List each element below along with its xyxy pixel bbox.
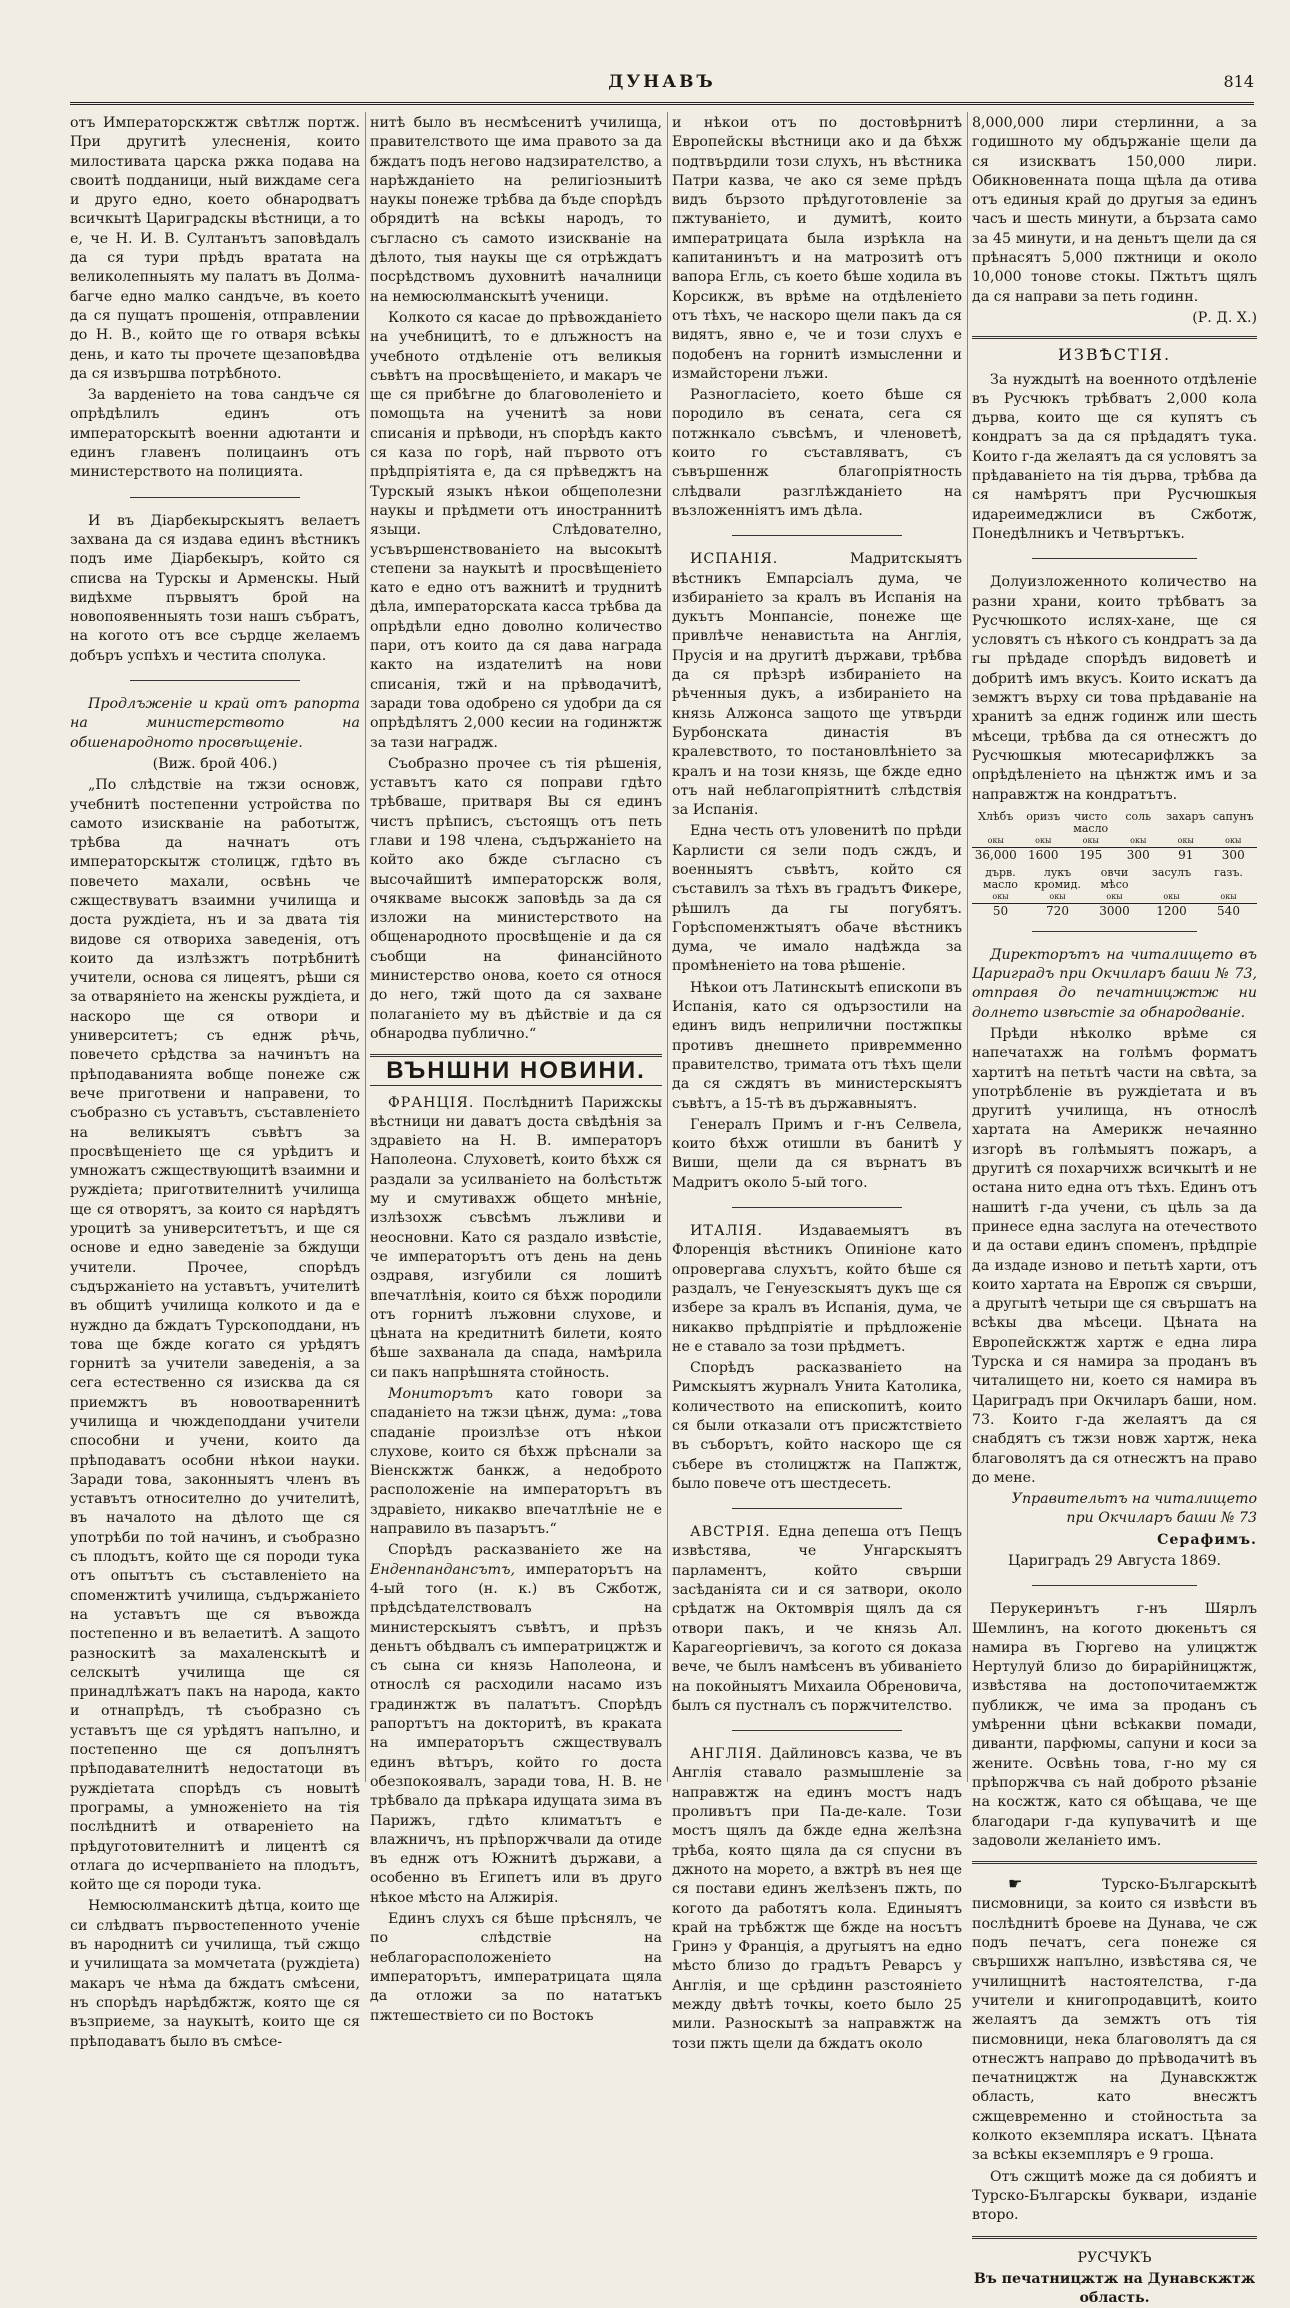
price-value: 50 <box>972 903 1029 917</box>
price-value: 540 <box>1200 903 1257 917</box>
divider <box>972 1861 1257 1864</box>
price-unit: окы <box>1082 835 1099 845</box>
column-divider <box>365 112 366 1782</box>
notice-text: За нуждытѣ на военното отдѣленіе въ Русчюкъ трѣбватъ 2,000 кола дърва, които ще ся купятъ съ кондратъ за да ся прѣдадятъ тука. Които г-да желаятъ да ся условятъ за прѣдаваніето на тія дърва, трѣбва да ся намѣрятъ при Русчюшкыя идареимеджлиси въ Сжботж, Понедѣлникъ и Четвъртъкъ. <box>972 371 1257 542</box>
article-text: Единъ слухъ ся бѣше прѣснялъ, че по слѣдствіе на неблагорасположеніето на императорътъ, императрицата щяла да отложи за по нататъкъ пжтешествіето си по Востокъ <box>370 1911 662 2024</box>
price-unit: окы <box>1225 835 1242 845</box>
article-text: Спорѣдъ расказваніето на Римскыятъ журналъ Унита Католика, количеството на епископитѣ, които ся были отказали отъ присжтствіето въ съборътъ, който наскоро ще ся събере въ столицжтж на Папжтж, было повече отъ шестдесеть. <box>672 1360 962 1492</box>
notices-title: ИЗВѢСТІЯ. <box>972 336 1257 364</box>
article-text: За варденіето на това сандъче ся опрѣдѣлилъ единъ отъ императорскытѣ военни адютанти и единъ главенъ полицаинъ отъ министерството на полицията. <box>70 387 360 481</box>
price-label: овчи мѣсо <box>1100 865 1129 891</box>
divider <box>732 535 902 536</box>
article-text: „По слѣдствіе на тжзи основж, учебнитѣ постепенни устройства по самото изискваніе на работытж, трѣбва да начнатъ отъ императорскытж столицж, гдѣто въ повечето махали, освѣнь че сжществуватъ взаимни училища и доста руждіета, нъ и за двата тія видове ся отвориха заведенія, отъ които да излѣзжтъ потрѣбнитѣ учители, основа ся лицеятъ, рѣши ся за отваряніето на женскы руждіета, и наскоро ще ся отвори и университетъ; съ еднж рѣчь, повечето срѣдства за начинътъ на прѣподаванията вобще понеже сж вече приготвени и направени, то съобразно съ уставътъ, съставленіето на великыятъ съвѣтъ за просвѣщеніето ще ся урѣдитъ и умножатъ сжществующитѣ взаимни и руждіета; приготвителнитѣ училища ще ся отворятъ, за които ся нарѣдятъ уроцитѣ за университетътъ, и ще ся основе и едно заведеніе за бждущи учители. Прочее, спорѣдъ съдържаніето на уставътъ, учителитѣ въ общитѣ училища колкото и да е нуждно да бждатъ Турскоподдани, нъ това ще бжде когато ся урѣдятъ горнитѣ за учители заведенія, а за сега естественно ся изисква да ся приемжтъ въ новоотвареннитѣ училища и чюждеподдани учители способни и учени, които да прѣподаватъ особни нѣкои науки. Заради това, законныятъ членъ въ уставътъ относително до учителитѣ, въ началото на дѣлото ще ся употрѣби по той начинъ, и съобразно съ плодътъ, който ще ся породи тука отъ опытътъ съ съставленіето на споменжтитѣ училища, съдържаніето на уставътъ ще ся въвожда постепенно и въ велаетитѣ. А защото разноскитѣ за махаленскытѣ и селскытѣ училища ще ся принадлѣжатъ пакъ на народа, както и отнапрѣдъ, тѣ съобразно съ уставътъ ще ся урѣдятъ напълно, и постепенно ще ся допълнятъ прѣподавателнитѣ недостатоци въ руждіетата спорѣдъ съ новытѣ програмы, а умноженіето на тія послѣднитѣ и отвареніето на прѣдуготовителнитѣ и лицентѣ ся отлага до исчерпваніето на плодътъ, който ще ся породи тука. <box>70 777 360 1894</box>
pointing-hand-icon: ☛ <box>1008 1874 1023 1894</box>
price-value: 720 <box>1029 903 1086 917</box>
column-divider <box>667 112 668 1782</box>
divider <box>130 497 300 498</box>
price-label: сапунъ <box>1212 809 1254 823</box>
price-label: засулъ <box>1151 865 1192 879</box>
price-label: газъ. <box>1214 865 1243 879</box>
article-spain: ИСПАНІЯ. Мадритскыятъ вѣстникъ Емпарсіалъ дума, че избираніето за кралъ въ Испанія на дукътъ Монпансіе, понеже ще привлѣче ненавистьта на Англія, Прусія и на другитѣ държави, трѣбва да ся прѣзрѣ избираніето на рѣченныя дукъ, а избираніето на князь Алжонса защото ще утвърди Бурбонската династія въ кралевството, то постановлѣніето за кралъ и на този князь, ще бжде едно отъ най неблагопріятнитѣ слѣдствія за Испанія. <box>672 551 962 819</box>
page-number: 814 <box>1223 72 1254 91</box>
price-value: 36,000 <box>972 847 1020 861</box>
price-value: 300 <box>1115 847 1163 861</box>
price-label: соль <box>1125 809 1152 823</box>
country-heading: ФРАНЦІЯ. <box>388 1094 475 1111</box>
article-text: Колкото ся касае до прѣвожданіето на учебницитѣ, то е длъжностъ на учебното отдѣленіе отъ великыя съвѣтъ на просвѣщеніето, и макаръ че ще ся прибѣгне до благоволеніето и помощьта на ученитѣ за нови списанія и прѣводи, нъ спорѣдъ както ся каза по горѣ, най първото отъ прѣдпріятіята е, да ся прѣведжтъ на Турскый языкъ нѣкои общеполезни наукы и прѣдмети отъ иностраннитѣ языци. Слѣдователно, усъвършенствованіето на высокытѣ степени за наукытѣ и просвѣщеніето като е едно отъ важнитѣ и труднитѣ дѣла, императорската касса трѣбва да опрѣдѣли едно доволно количество пари, отъ които да ся дава награда както на издателитѣ на нови списанія, тжй и на прѣводачитѣ, заради това одобрено ся удобри да ся опрѣдѣлятъ 2,000 кесии на годинжтж за тази наградж. <box>370 309 662 751</box>
divider <box>1032 931 1197 932</box>
price-value: 300 <box>1210 847 1258 861</box>
price-unit: окы <box>1106 891 1123 901</box>
price-label: лукъ кромид. <box>1034 865 1081 891</box>
price-unit: окы <box>1177 835 1194 845</box>
article-text: Немюсюлманскитѣ дѣтца, които ще си слѣдватъ първостепенното ученіе въ народнитѣ си училища, тъй сжщо и училищата за момчетата (руждіета) макаръ че нѣма да бждатъ смѣсени, нъ спорѣдъ нарѣдбжтж, която ще ся възприеме, за наукытѣ, които ще ся прѣподаватъ было въ смѣсе- <box>70 1898 360 2050</box>
issue-reference: (Виж. брой 406.) <box>152 755 278 772</box>
notice-text: Долуизложенното количество на разни храни, които трѣбватъ за Русчюшкото ислях-хане, ще ся условятъ съ нѣкого съ кондратъ за да гы прѣдаде спорѣдъ видоветѣ и добритѣ имъ вкусъ. Които искатъ да земжтъ върху си това прѣдаваніе на хранитѣ за еднж годинж или шесть мѣсеци, трѣбва да ся отнесжтъ до Русчюшкыя мютесарифлжкъ за опрѣдѣленіето на цѣнжтж имъ и за направжтж на кондратътъ. <box>972 574 1257 803</box>
article-text: 8,000,000 лири стерлинни, а за годишното му обдържаніе щели да ся изискватъ 150,000 лири. Обикновенната поща щѣла да отива отъ единыя край до другыя за единъ часъ и шесть минути, а бързата само за 45 минути, и на деньтъ щели да ся прѣнасятъ 5,000 пжтници и около 10,000 тонове стокы. Пжтьтъ щялъ да ся направи за петь годинн. <box>972 115 1257 305</box>
divider <box>972 2236 1257 2239</box>
price-unit: окы <box>1220 891 1237 901</box>
notice-text: Прѣди нѣколко врѣме ся напечатахж на голѣмъ форматъ хартитѣ на петьтѣ части на свѣта, за употрѣбленіе въ руждіетата и въ другитѣ училища, нъ относлѣ хартата на Америкж нечаянно изгорѣ въ голѣмыятъ пожаръ, а другитѣ ся похарчихж всичкытѣ и не остана нито една отъ тѣхъ. Единъ отъ нашитѣ г-да учени, съ цѣль за да принесе една заслуга на отечеството и да остави единъ споменъ, прѣдпріе да издаде изново и петьтѣ харти, отъ които хартата на Европж ся свърши, а другытѣ четыри ще ся свършатъ на всѣкы два мѣсеци. Цѣната на Европейскжтж хартж е една лира Турска и ся намира за проданъ въ читалището ни, което ся намира въ Цариградъ при Окчиларъ баши, ном. 73. Които г-да желаятъ да ся снабдятъ съ тжзи новж хартж, нека благоволятъ да ся отнесжтъ на право до мене. <box>972 1025 1257 1486</box>
column-divider <box>967 112 968 1782</box>
article-france: ФРАНЦІЯ. Послѣднитѣ Парижскы вѣстници ни даватъ доста свѣдѣнія за здравіето на Н. В. императоръ Наполеона. Слуховетѣ, които бѣхж ся раздали за усилваніето на болѣстьтж му и смутивахж общето мнѣніе, излѣзохж съвсѣмъ лъжливи и неосновни. Като ся раздало извѣстіе, че императорътъ отъ день на день оздравя, изгубили ся лошитѣ впечатлѣнія, които ся бѣхж породили отъ горнитѣ лъжовни слухове, и цѣната на кредитнитѣ билети, която бѣше захванала да спада, намѣрила си пакъ напрѣшнята стойность. <box>370 1094 663 1381</box>
price-label: дърв. масло <box>983 865 1018 891</box>
divider <box>732 1508 902 1509</box>
newspaper-title: ДУНАВЪ <box>608 72 716 92</box>
divider <box>130 680 300 681</box>
article-england: АНГЛІЯ. Дайлиновсъ казва, че въ Англія ставало размышленіе за направжтж на единъ мостъ надъ проливътъ при Па-де-кале. Този мостъ щялъ да бжде една желѣзна трѣба, която щяла да ся спусни въ джното на морето, а вжтрѣ въ нея ще ся постави единъ желѣзенъ пжть, по когото да работятъ кола. Единыятъ край на трѣбжтж ще бжде на носътъ Гринэ у Франція, а другыятъ на едно мѣсто близо до градътъ Реварсъ у Англія, и ще срѣдинн разстояніето между двѣтѣ точкы, което было 25 мили. Разноскытѣ за направжтж на този пжть щели да бждатъ около <box>672 1746 962 2052</box>
price-value: 1600 <box>1020 847 1068 861</box>
price-unit: окы <box>992 891 1009 901</box>
price-unit: окы <box>1035 835 1052 845</box>
notice-date: Цариградъ 29 Августа 1869. <box>1007 1553 1222 1569</box>
country-heading: АНГЛІЯ. <box>690 1746 763 1763</box>
price-value: 91 <box>1162 847 1210 861</box>
column-1 <box>70 114 360 2050</box>
column-4 <box>972 114 1257 2307</box>
imprint: Въ печатницжтж на Дунавскжтж область. <box>973 2270 1256 2307</box>
article-text: Нѣкои отъ Латинскытѣ епископи въ Испанія, като ся одързостили на единъ видъ неприлични постжпкы противъ днешнето привремменно правителство, тримата отъ тѣхъ щели да ся сждятъ въ министерскыятъ съвѣтъ, а 15-тѣ въ държавныятъ. <box>672 979 962 1112</box>
price-label: оризъ <box>1026 809 1061 823</box>
price-unit: окы <box>1130 835 1147 845</box>
article-subtitle: Продлъженіе и край отъ рапорта на министерството на обшенародното просвѣщеніе. <box>70 696 360 751</box>
column-3 <box>672 114 962 2052</box>
article-signature: (Р. Д. Х.) <box>1192 309 1257 326</box>
notice-text: Отъ сжщитѣ може да ся добиятъ и Турско-Българскы буквари, изданіе второ. <box>972 2168 1257 2224</box>
country-heading: ИСПАНІЯ. <box>690 551 779 568</box>
price-value: 3000 <box>1086 903 1143 917</box>
price-label: чисто масло <box>1073 809 1109 835</box>
article-text: Разногласіето, което бѣше ся породило въ сената, сега ся потжнкало съвсѣмъ, и членоветѣ, които го съставляватъ, съ съвършеннж благопріятность слѣдвали разглѣжданіето на възложенніятъ имъ дѣла. <box>672 387 962 519</box>
masthead <box>70 70 1254 105</box>
article-text: Спорѣдъ расказваніето же на Енденпандансътъ, императорътъ на 4-ый того (н. к.) въ Сжботж, прѣдсѣдателствовалъ на министерскыятъ съвѣтъ, и прѣзъ деньтъ обѣдвалъ съ императрицжтж и съ сына си князь Наполеона, и относлѣ ся расходили насамо изъ градинжтж въ палатътъ. Спорѣдъ рапортътъ на докторитѣ, въ краката на императорътъ сжществувалъ единъ вѣтъръ, който го доста обезпокоявалъ, заради това, Н. В. не трѣбвало да прѣкара идущата зима въ Парижъ, гдѣто климатътъ е влажничъ, нъ прѣпоржчвали да отиде въ еднж отъ Южнитѣ държави, а особенно въ Египетъ или въ друго нѣкое мѣсто на Алжирія. <box>370 1542 663 1906</box>
article-text: Генералъ Примъ и г-нъ Селвела, които бѣхж отишли въ банитѣ у Виши, щели да ся върнатъ въ Мадритъ около 5-ый того. <box>672 1116 962 1191</box>
article-italy: ИТАЛІЯ. Издаваемыятъ въ Флоренція вѣстникъ Опиніоне като опровергава слухътъ, който бѣше ся раздалъ, че Генуезскыятъ дукъ ще ся избере за кралъ въ Испанія, дума, че никакво прѣдпріятіе и прѣдложеніе не е ставало за този прѣдметъ. <box>672 1223 962 1355</box>
notice-text: ☛ Турско-Българскытѣ писмовници, за които ся извѣсти въ послѣднитѣ броеве на Дунава, че сж подъ печатъ, сега понеже ся свършихж напълно, извѣстява ся, че училищнитѣ настоятелства, г-да учители и книгопродавцитѣ, които желаятъ да земжтъ отъ тія писмовници, нека благоволятъ да ся отнесжтъ направо до прѣводачитѣ въ печатницжтж на Дунавскжтж область, като внесжтъ сжщевременно и стойностьта за колкото екземпляра искатъ. Цѣната за всѣкы екземпляръ е 9 гроша. <box>972 1874 1257 2164</box>
divider <box>1032 1585 1197 1586</box>
article-text: И въ Діарбекырскыятъ велаетъ захвана да ся издава единъ вѣстникъ подъ име Діарбекыръ, който ся списва на Турскы и Арменскы. Ный видѣхме първыятъ брой на новопоявенныять този нашъ събратъ, на когото отъ все сърдце желаемъ добъръ успѣхъ и честита сполука. <box>70 512 360 664</box>
divider <box>732 1207 902 1208</box>
price-value: 1200 <box>1143 903 1200 917</box>
price-table-row-1 <box>972 811 1257 861</box>
column-2 <box>370 114 663 2024</box>
article-text: Съобразно прочее съ тія рѣшенія, уставътъ като ся поправи гдѣто трѣбваше, притваря Вы ся единъ чистъ прѣписъ, състоящъ отъ петь глави и 198 члена, съдържаніето на който ако бжде съгласно съ высочайшитѣ императорскж воля, очякваме высокж заповѣдь за да ся изложи на министерството на общенародното просвѣщеніе и да ся съобщи на финансійното министерство онова, което ся относя до него, тжй щото да ся захване полаганіето му въ дѣйствіе и да ся обнародва публично.“ <box>370 755 662 1042</box>
section-title-foreign-news: ВЪНШНИ НОВИНИ. <box>370 1054 662 1085</box>
imprint-city: РУСЧУКЪ <box>1077 2249 1152 2266</box>
price-unit: окы <box>1163 891 1180 901</box>
notice-heading: Директорътъ на читалището въ Цариградъ при Окчиларъ баши № 73, отправя до печатницжтж ни долнето извѣстіе за обнародваніе. <box>972 946 1257 1021</box>
price-table-row-2 <box>972 867 1257 917</box>
notice-signature-title: Управительтъ на читалището при Окчиларъ баши № 73 <box>1011 1491 1257 1527</box>
country-heading: ИТАЛІЯ. <box>690 1223 763 1240</box>
article-austria: АВСТРІЯ. Една депеша отъ Пещъ извѣстява, че Унгарскыятъ парламентъ, който свърши засѣданіята си и ся затвори, около срѣдатж на Октомврія щялъ да ся отвори пакъ, и че князь Ал. Карагеоргіевичъ, за когото ся доказа вече, че былъ намѣсенъ въ убиваніето на покойныятъ Михаила Обреновича, былъ ся пустналъ съ поржчителство. <box>672 1524 962 1714</box>
price-unit: окы <box>1049 891 1066 901</box>
price-label: Хлѣбъ <box>978 809 1014 823</box>
price-unit: окы <box>987 835 1004 845</box>
article-text: нитѣ было въ несмѣсенитѣ училища, правителството ще има правото за да бждатъ подъ негово надзирателство, а нарѣжданіето на религіозныитѣ наукы понеже трѣбва да бъде спорѣдъ обрядитѣ на всѣкы народъ, то съгласно съ самото изискваніе на дѣлото, тыя наукы ще ся отрѣждатъ посрѣдствомъ духовнитѣ началници на немюсюлманскытѣ ученици. <box>370 115 662 305</box>
article-text: Мониторътъ като говори за спаданіето на тжзи цѣнж, дума: „това спаданіе произлѣзе отъ нѣкои слухове, които ся бѣхж прѣснали за Віенскжтж банкж, а недоброто расположеніе на императорътъ въ здравіето, никакво впечатлѣніе не е направило въ пазарътъ.“ <box>370 1386 662 1538</box>
notice-signature: Серафимъ. <box>1157 1531 1257 1548</box>
country-heading: АВСТРІЯ. <box>690 1524 771 1541</box>
notice-text: Перукеринътъ г-нъ Шярлъ Шемлинъ, на когото дюкеньтъ ся намира въ Гюргево на улицжтж Нертулуй близо до бирарійницжтж, извѣстява на достопочитаемжтж публикж, че има за проданъ съ умѣренни цѣни всѣкакви помади, диванти, парфюмы, сапуни и коси за жените. Освѣнь това, г-но му ся прѣпоржчва съ най доброто рѣзаніе на косжтж, като ся обѣщава, че ще благодари г-да купувачитѣ и ще задоволи желаніето имъ. <box>972 1601 1257 1849</box>
price-value: 195 <box>1067 847 1115 861</box>
article-text: и нѣкои отъ по достовѣрнитѣ Европейскы вѣстници ако и да бѣхж подтвърдили този слухъ, нъ вѣстника Патри казва, че ако ся земе прѣдъ видъ бързото прѣдуготовленіе за пжтуваніето, и думитѣ, които императрицата была изрѣкла на капитанинътъ и на матрозитѣ отъ вапора Егль, съ което бѣше ходила въ Корсикж, въ врѣме на отдѣленіето отъ тѣхъ, че наскоро щели пакъ да ся видятъ, явно е, че и този слухъ е подобенъ на горнитѣ измысленни и измайсторени лъжи. <box>672 115 962 382</box>
divider <box>1032 558 1197 559</box>
article-text: отъ Императорскжтж свѣтлж портж. При другитѣ улесненія, които милостивата царска ржка подава на своитѣ подданици, ный виждаме сега и друго едно, което обнародватъ всичкытѣ Цариградскы вѣстници, а то е, че Н. И. В. Султанътъ заповѣдалъ да ся тури прѣдъ вратата на великолепныять му палатъ въ Долма-багче едно малко сандъче, въ което да ся пущатъ прошенія, отправлении до Н. В., който ще го отваря всѣкы день, и като ты прочете щезаповѣдва да ся извършва потрѣбното. <box>70 115 360 382</box>
article-text: Една честь отъ уловенитѣ по прѣди Карлисти ся зели подъ сждъ, и военныятъ съвѣтъ, който ся съставилъ за тѣхъ въ градътъ Фикере, рѣшилъ да гы погубятъ. Горѣспоменжтыятъ обаче вѣстникъ дума, че имало надѣжда за промѣненіето на това рѣшеніе. <box>672 823 962 975</box>
divider <box>732 1730 902 1731</box>
price-label: захаръ <box>1166 809 1206 823</box>
